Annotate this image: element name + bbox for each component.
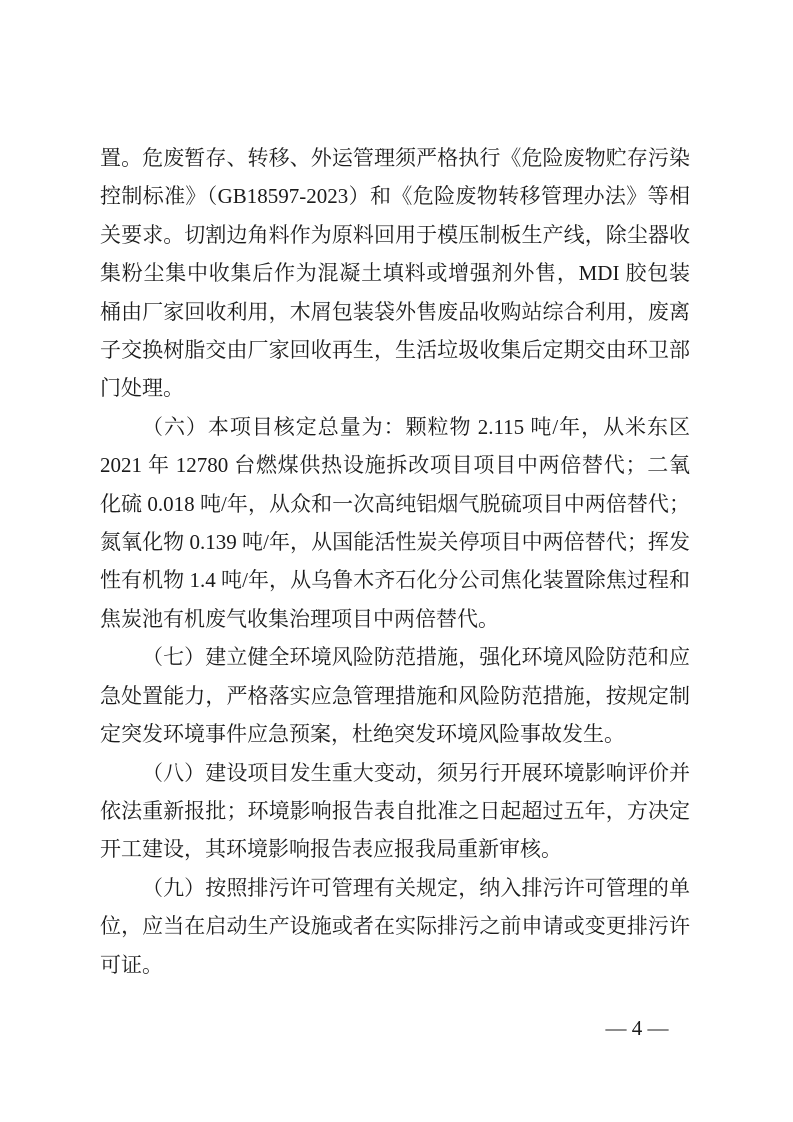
document-body (100, 139, 690, 984)
page-number: — 4 — (605, 1016, 669, 1040)
body-paragraph-item-9: （九）按照排污许可管理有关规定，纳入排污许可管理的单位，应当在启动生产设施或者在实际排污之前申请或变更排污许可证。 (100, 875, 690, 977)
body-paragraph-item-8: （八）建设项目发生重大变动，须另行开展环境影响评价并依法重新报批；环境影响报告表自批准之日起超过五年，方决定开工建设，其环境影响报告表应报我局重新审核。 (100, 760, 690, 862)
body-paragraph-item-6: （六）本项目核定总量为：颗粒物 2.115 吨/年，从米东区 2021 年 12780 台燃煤供热设施拆改项目项目中两倍替代；二氧化硫 0.018 吨/年，从众和一次高纯铝烟气脱硫项目中两倍替代；氮氧化物 0.139 吨/年，从国能活性炭关停项目中两倍替代；挥发性有机物 1.4 吨/年，从乌鲁木齐石化分公司焦化装置除焦过程和焦炭池有机废气收集治理项目中两倍替代。 (100, 414, 690, 631)
body-paragraph-continuation: 置。危废暂存、转移、外运管理须严格执行《危险废物贮存污染控制标准》（GB18597-2023）和《危险废物转移管理办法》等相关要求。切割边角料作为原料回用于模压制板生产线，除尘器收集粉尘集中收集后作为混凝土填料或增强剂外售，MDI 胶包装桶由厂家回收利用，木屑包装袋外售废品收购站综合利用，废离子交换树脂交由厂家回收再生，生活垃圾收集后定期交由环卫部门处理。 (100, 146, 690, 401)
body-paragraph-item-7: （七）建立健全环境风险防范措施，强化环境风险防范和应急处置能力，严格落实应急管理措施和风险防范措施，按规定制定突发环境事件应急预案，杜绝突发环境风险事故发生。 (100, 645, 690, 747)
